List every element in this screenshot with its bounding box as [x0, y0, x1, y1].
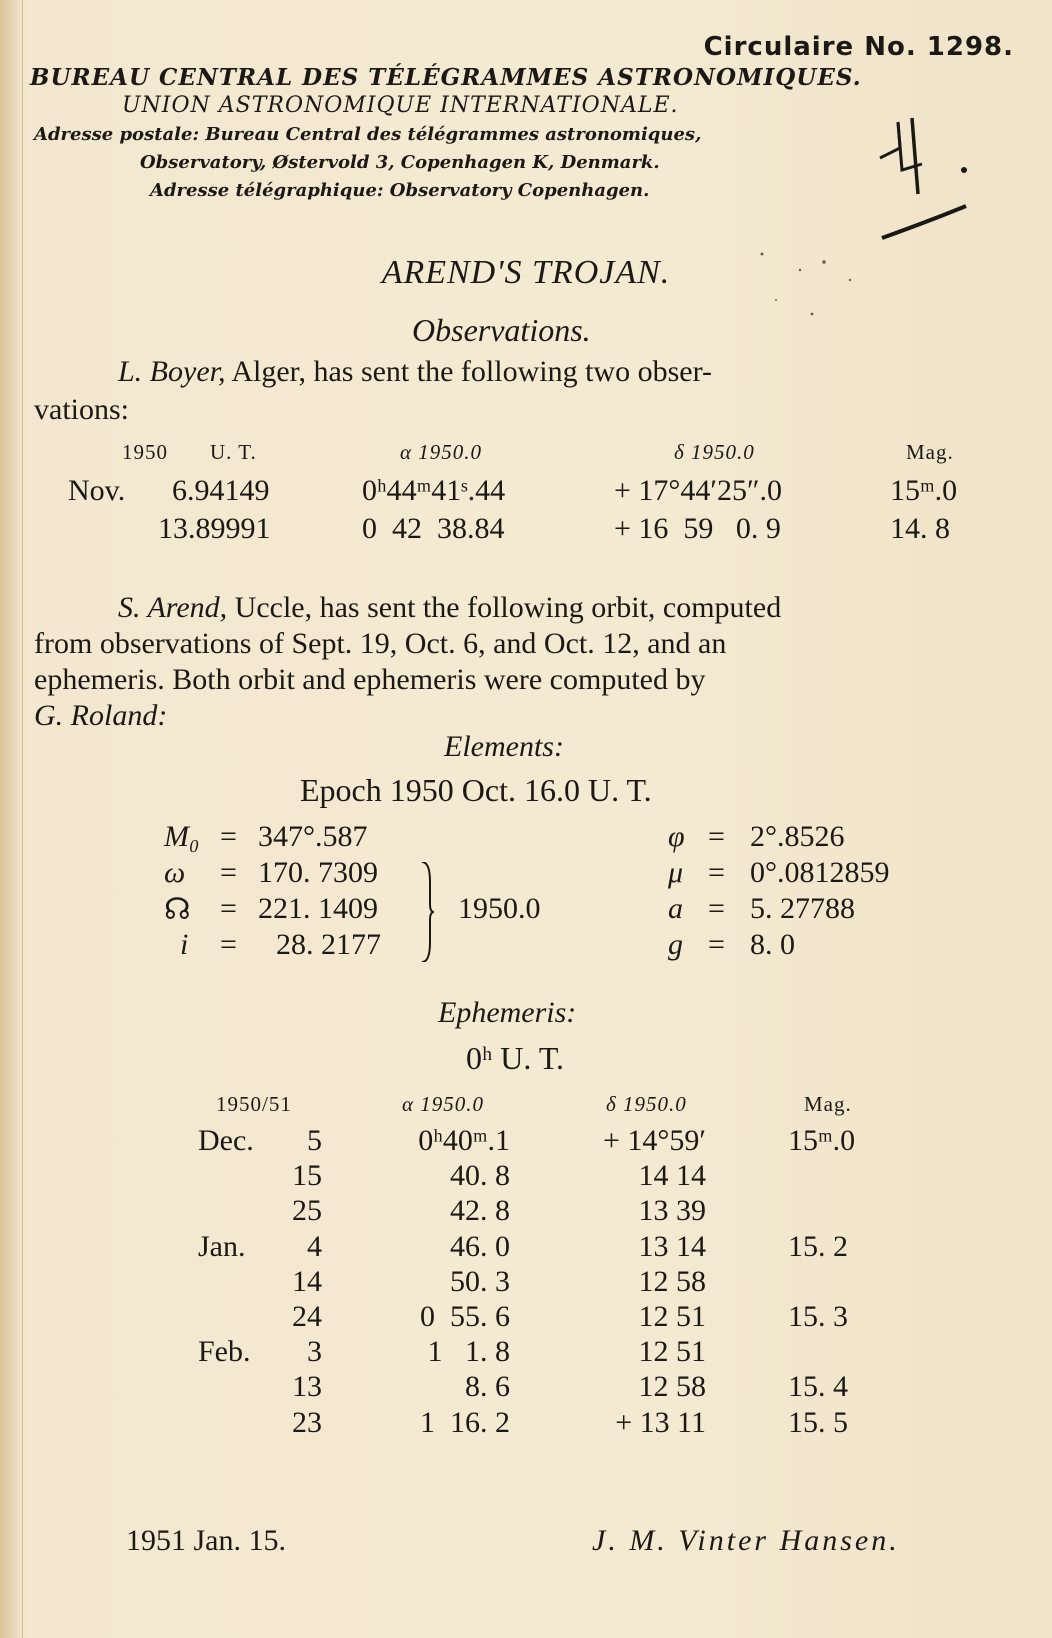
- eph-day: 24: [292, 1300, 322, 1333]
- issue-date: 1951 Jan. 15.: [126, 1524, 286, 1557]
- ephemeris-heading: Ephemeris:: [438, 996, 577, 1029]
- obs-col-ut: U. T.: [210, 440, 257, 464]
- eph-day: 15: [292, 1159, 322, 1193]
- eph-mag: 15ᵐ.0: [788, 1124, 856, 1157]
- obs-row1-month: Nov.: [68, 474, 126, 507]
- orbit-intro-line1-text: Uccle, has sent the following orbit, computed: [227, 591, 782, 624]
- eph-ra: 8. 6: [465, 1370, 510, 1404]
- eph-day: 4: [307, 1229, 322, 1263]
- element-val-M0: 347°.587: [258, 820, 368, 853]
- element-sym-a: a: [668, 892, 683, 925]
- element-eq: =: [708, 856, 725, 889]
- orbit-intro-line3: ephemeris. Both orbit and ephemeris were computed by: [34, 663, 706, 696]
- eph-dec: 12 58: [638, 1264, 706, 1298]
- eph-dec: + 13 11: [615, 1405, 706, 1439]
- obs-row2-dec: + 16 59 0. 9: [614, 512, 781, 545]
- eph-day: 3: [307, 1335, 322, 1369]
- eph-col-ra: α 1950.0: [402, 1092, 485, 1116]
- signature-author: J. M. Vinter Hansen.: [592, 1524, 900, 1557]
- obs-row1-ut: 6.94149: [172, 474, 270, 507]
- page-spine-edge: [0, 0, 23, 1638]
- element-sym-g: g: [668, 928, 683, 961]
- eph-ra: 46. 0: [450, 1229, 510, 1263]
- eph-dec: 14 14: [638, 1159, 706, 1193]
- element-val-g: 8. 0: [750, 928, 795, 961]
- element-sym-i: i: [180, 928, 189, 961]
- bureau-title: BUREAU CENTRAL DES TÉLÉGRAMMES ASTRONOMIQUES.: [30, 64, 862, 91]
- obs-col-year: 1950: [122, 440, 168, 464]
- element-sym-omega: ω: [164, 856, 186, 889]
- eph-mag: 15. 4: [788, 1370, 848, 1404]
- eph-mag: 15. 2: [788, 1229, 848, 1263]
- eph-col-mag: Mag.: [804, 1092, 852, 1116]
- eph-day: 13: [292, 1370, 322, 1404]
- eph-ra: 0ʰ40ᵐ.1: [418, 1124, 510, 1157]
- eph-dec: 12 51: [638, 1300, 706, 1333]
- obs-row1-ra: 0ʰ44ᵐ41ˢ.44: [362, 474, 506, 507]
- observations-intro: [118, 354, 1018, 390]
- orbit-intro-line1: [34, 590, 1016, 626]
- element-val-omega: 170. 7309: [258, 856, 378, 889]
- eph-month: Feb.: [198, 1335, 251, 1369]
- element-eq: =: [708, 892, 725, 925]
- eph-ra: 40. 8: [450, 1159, 510, 1193]
- obs-row1-mag: 15ᵐ.0: [890, 474, 958, 507]
- eph-ra: 42. 8: [450, 1194, 510, 1228]
- equinox-label: 1950.0: [458, 892, 541, 925]
- eph-day: 25: [292, 1194, 322, 1228]
- eph-dec: 13 39: [638, 1194, 706, 1228]
- orbit-intro-line2: from observations of Sept. 19, Oct. 6, and Oct. 12, and an: [34, 627, 727, 660]
- observer-name: L. Boyer,: [118, 355, 226, 388]
- element-val-node: 221. 1409: [258, 892, 378, 925]
- elements-heading: Elements:: [444, 730, 564, 763]
- document-title: AREND'S TROJAN.: [381, 254, 671, 291]
- obs-row2-ut: 13.89991: [158, 512, 271, 545]
- obs-col-ra: α 1950.0: [400, 440, 483, 464]
- postal-address-line2: Observatory, Østervold 3, Copenhagen K, Denmark.: [140, 152, 660, 173]
- telegraphic-address: Adresse télégraphique: Observatory Copenhagen.: [150, 180, 650, 201]
- element-sym-mu: μ: [668, 856, 684, 889]
- orbit-intro-line4: G. Roland:: [34, 699, 168, 732]
- observations-heading: Observations.: [412, 312, 591, 348]
- eph-month: Dec.: [198, 1124, 254, 1157]
- eph-dec: 12 51: [638, 1335, 706, 1369]
- element-eq: =: [220, 856, 237, 889]
- element-sym-node: ☊: [164, 893, 191, 926]
- element-val-phi: 2°.8526: [750, 820, 845, 853]
- eph-dec: 12 58: [638, 1370, 706, 1404]
- ephemeris-time-label: 0ʰ U. T.: [466, 1040, 564, 1076]
- observations-intro-cont: vations:: [34, 393, 129, 426]
- obs-row2-mag: 14. 8: [890, 512, 950, 545]
- eph-day: 14: [292, 1264, 322, 1298]
- eph-dec: + 14°59′: [603, 1124, 706, 1157]
- element-eq: =: [708, 928, 725, 961]
- element-val-i: 28. 2177: [276, 928, 381, 961]
- element-val-mu: 0°.0812859: [750, 856, 890, 889]
- obs-col-dec: δ 1950.0: [674, 440, 755, 464]
- eph-ra: 1 1. 8: [427, 1335, 510, 1369]
- observations-intro-text: Alger, has sent the following two obser-: [225, 355, 712, 388]
- eph-col-dec: δ 1950.0: [606, 1092, 687, 1116]
- union-title: UNION ASTRONOMIQUE INTERNATIONALE.: [122, 93, 679, 118]
- epoch-line: Epoch 1950 Oct. 16.0 U. T.: [300, 772, 652, 808]
- element-eq: =: [220, 892, 237, 925]
- equinox-brace: [420, 862, 434, 962]
- orbit-author: S. Arend,: [118, 591, 228, 624]
- eph-day: 23: [292, 1405, 322, 1439]
- eph-ra: 0 55. 6: [420, 1300, 510, 1333]
- obs-row1-dec: + 17°44′25″.0: [614, 474, 782, 507]
- circular-number: Circulaire No. 1298.: [703, 32, 1014, 62]
- eph-month: Jan.: [198, 1229, 246, 1263]
- element-sym-phi: φ: [668, 820, 685, 853]
- element-eq: =: [708, 820, 725, 853]
- orbit-intro: [34, 590, 1016, 734]
- postal-address: Adresse postale: Bureau Central des télégrammes astronomiques,: [34, 124, 702, 145]
- element-val-a: 5. 27788: [750, 892, 855, 925]
- eph-ra: 50. 3: [450, 1264, 510, 1298]
- element-eq: =: [220, 820, 237, 853]
- obs-col-mag: Mag.: [906, 440, 954, 464]
- obs-row2-ra: 0 42 38.84: [362, 512, 505, 545]
- eph-ra: 1 16. 2: [420, 1405, 510, 1439]
- eph-mag: 15. 5: [788, 1405, 848, 1439]
- eph-dec: 13 14: [638, 1229, 706, 1263]
- eph-mag: 15. 3: [788, 1300, 848, 1333]
- eph-day: 5: [307, 1124, 322, 1157]
- element-sym-M0: M₀: [164, 820, 200, 853]
- element-eq: =: [220, 928, 237, 961]
- eph-col-year: 1950/51: [216, 1092, 292, 1116]
